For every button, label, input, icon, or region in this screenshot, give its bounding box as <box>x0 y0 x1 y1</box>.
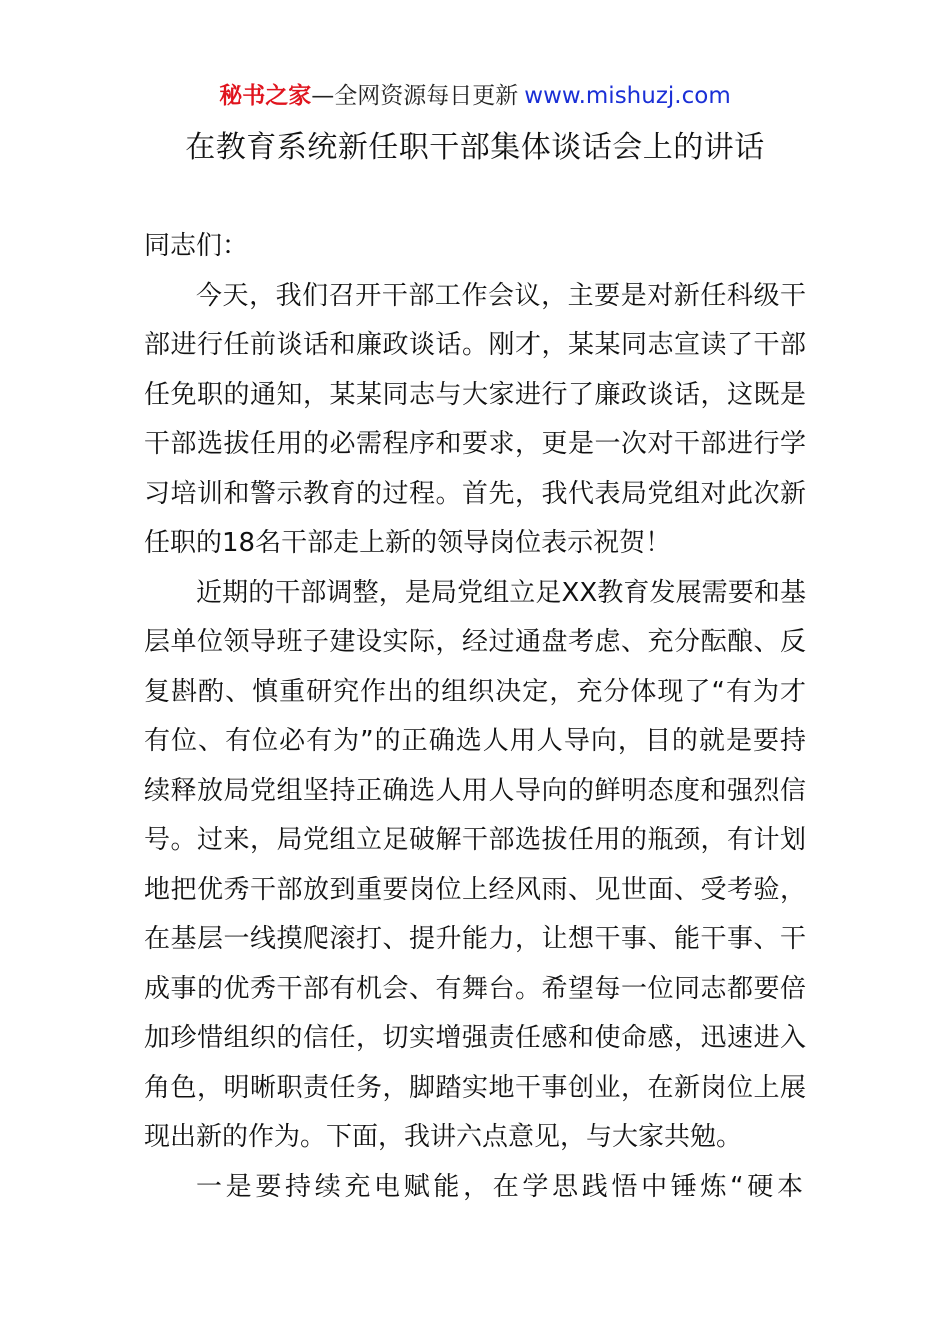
paragraph-2: 近期的干部调整，是局党组立足XX教育发展需要和基层单位领导班子建设实际，经过通盘考虑、充分酝酿、反复斟酌、慎重研究作出的组织决定，充分体现了“有为才有位、有位必有为”的正确选人用人导向，目的就是要持续释放局党组坚持正确选人用人导向的鲜明态度和强烈信号。过来，局党组立足破解干部选拔任用的瓶颈，有计划地把优秀干部放到重要岗位上经风雨、见世面、受考验，在基层一线摸爬滚打、提升能力，让想干事、能干事、干成事的优秀干部有机会、有舞台。希望每一位同志都要倍加珍惜组织的信任，切实增强责任感和使命感，迅速进入角色，明晰职责任务，脚踏实地干事创业，在新岗位上展现出新的作为。下面，我讲六点意见，与大家共勉。 <box>144 577 806 1152</box>
site-header <box>0 80 950 112</box>
document-title: 在教育系统新任职干部集体谈话会上的讲话 <box>185 130 765 165</box>
document-body <box>144 222 806 1212</box>
brand-name: 秘书之家 <box>219 83 312 109</box>
header-tagline: 全网资源每日更新 <box>334 83 519 109</box>
paragraph-3: 一是要持续充电赋能，在学思践悟中锤炼“硬本 <box>196 1171 806 1202</box>
site-url-link[interactable]: www.mishuzj.com <box>524 83 731 109</box>
header-dash: — <box>311 83 335 109</box>
paragraph-1: 今天，我们召开干部工作会议，主要是对新任科级干部进行任前谈话和廉政谈话。刚才，某某同志宣读了干部任免职的通知，某某同志与大家进行了廉政谈话，这既是干部选拔任用的必需程序和要求，更是一次对干部进行学习培训和警示教育的过程。首先，我代表局党组对此次新任职的18名干部走上新的领导岗位表示祝贺！ <box>144 280 806 558</box>
salutation: 同志们： <box>144 231 249 261</box>
